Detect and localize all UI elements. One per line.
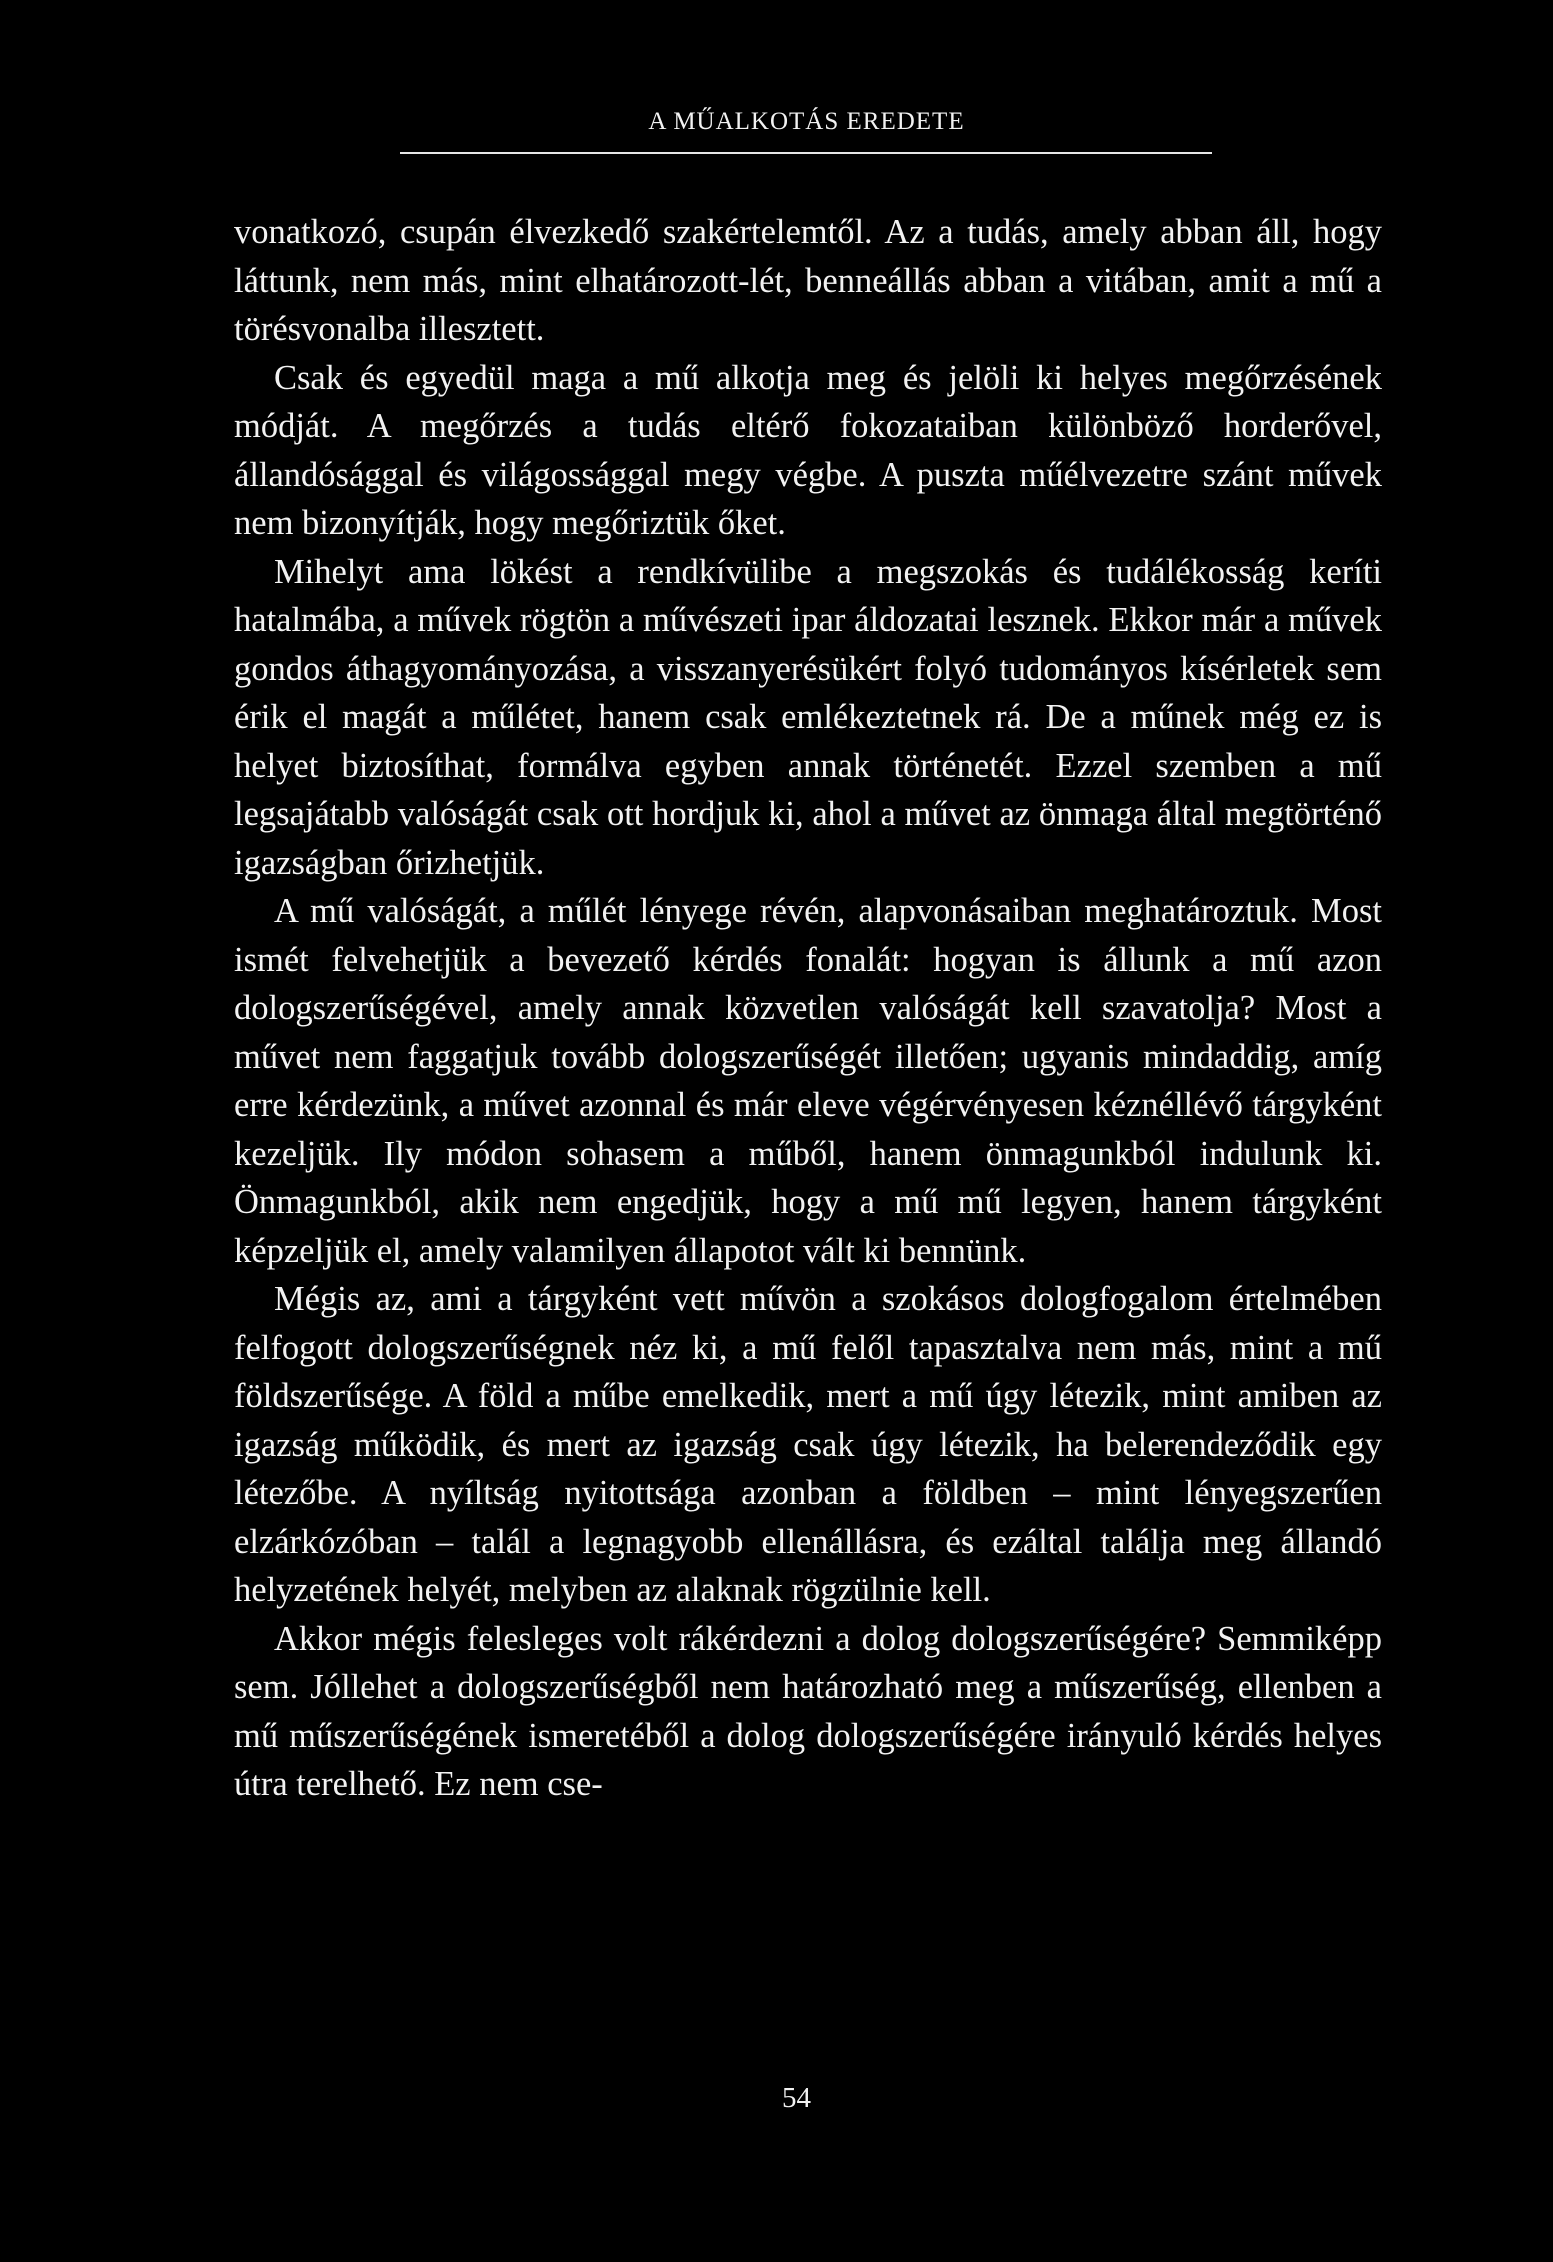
paragraph: Akkor mégis felesleges volt rákérdezni a dolog dologszerűségére? Semmiképp sem. Jóllehet a dologszerűségből nem határozható meg a műszerűség, ellenben a mű műszerűségének ismeretéből a dolog dologszerűségére irányuló kérdés helyes útra terelhető. Ez nem cse-: [234, 1619, 1382, 1803]
page-number: 54: [782, 2082, 811, 2114]
body-text: [234, 208, 1382, 1809]
paragraph: Csak és egyedül maga a mű alkotja meg és jelöli ki helyes megőrzésének módját. A megőrzés a tudás eltérő fokozataiban különböző horderővel, állandósággal és világossággal megy végbe. A puszta műélvezetre szánt művek nem bizonyítják, hogy megőriztük őket.: [234, 358, 1382, 542]
paragraph: Mégis az, ami a tárgyként vett művön a szokásos dologfogalom értelmében felfogott dologszerűségnek néz ki, a mű felől tapasztalva nem más, mint a mű földszerűsége. A föld a műbe emelkedik, mert a mű úgy létezik, mint amiben az igazság működik, és mert az igazság csak úgy létezik, ha belerendeződik egy létezőbe. A nyíltság nyitottsága azonban a földben – mint lényegszerűen elzárkózóban – talál a legnagyobb ellenállásra, és ezáltal találja meg állandó helyzetének helyét, melyben az alaknak rögzülnie kell.: [234, 1280, 1382, 1609]
paragraph: A mű valóságát, a műlét lényege révén, alapvonásaiban meghatároztuk. Most ismét felvehetjük a bevezető kérdés fonalát: hogyan is állunk a mű azon dologszerűségével, amely annak közvetlen valóságát kell szavatolja? Most a művet nem faggatjuk tovább dologszerűségét illetően; ugyanis mindaddig, amíg erre kérdezünk, a művet azonnal és már eleve végérvényesen kéznéllévő tárgyként kezeljük. Ily módon sohasem a műből, hanem önmagunkból indulunk ki. Önmagunkból, akik nem engedjük, hogy a mű mű legyen, hanem tárgyként képzeljük el, amely valamilyen állapotot vált ki bennünk.: [234, 892, 1382, 1270]
paragraph: vonatkozó, csupán élvezkedő szakértelemtől. Az a tudás, amely abban áll, hogy láttunk, nem más, mint elhatározott-lét, benneállás abban a vitában, amit a mű a törésvonalba illesztett.: [234, 213, 1382, 348]
paragraph: Mihelyt ama lökést a rendkívülibe a megszokás és tudálékosság keríti hatalmába, a művek rögtön a művészeti ipar áldozatai lesznek. Ekkor már a művek gondos áthagyományozása, a visszanyerésükért folyó tudományos kísérletek sem érik el magát a műlétet, hanem csak emlékeztetnek rá. De a műnek még ez is helyet biztosíthat, formálva egyben annak történetét. Ezzel szemben a mű legsajátabb valóságát csak ott hordjuk ki, ahol a művet az önmaga által megtörténő igazságban őrizhetjük.: [234, 552, 1382, 882]
running-title: A MŰALKOTÁS EREDETE: [648, 108, 965, 135]
header-rule: [400, 152, 1212, 154]
